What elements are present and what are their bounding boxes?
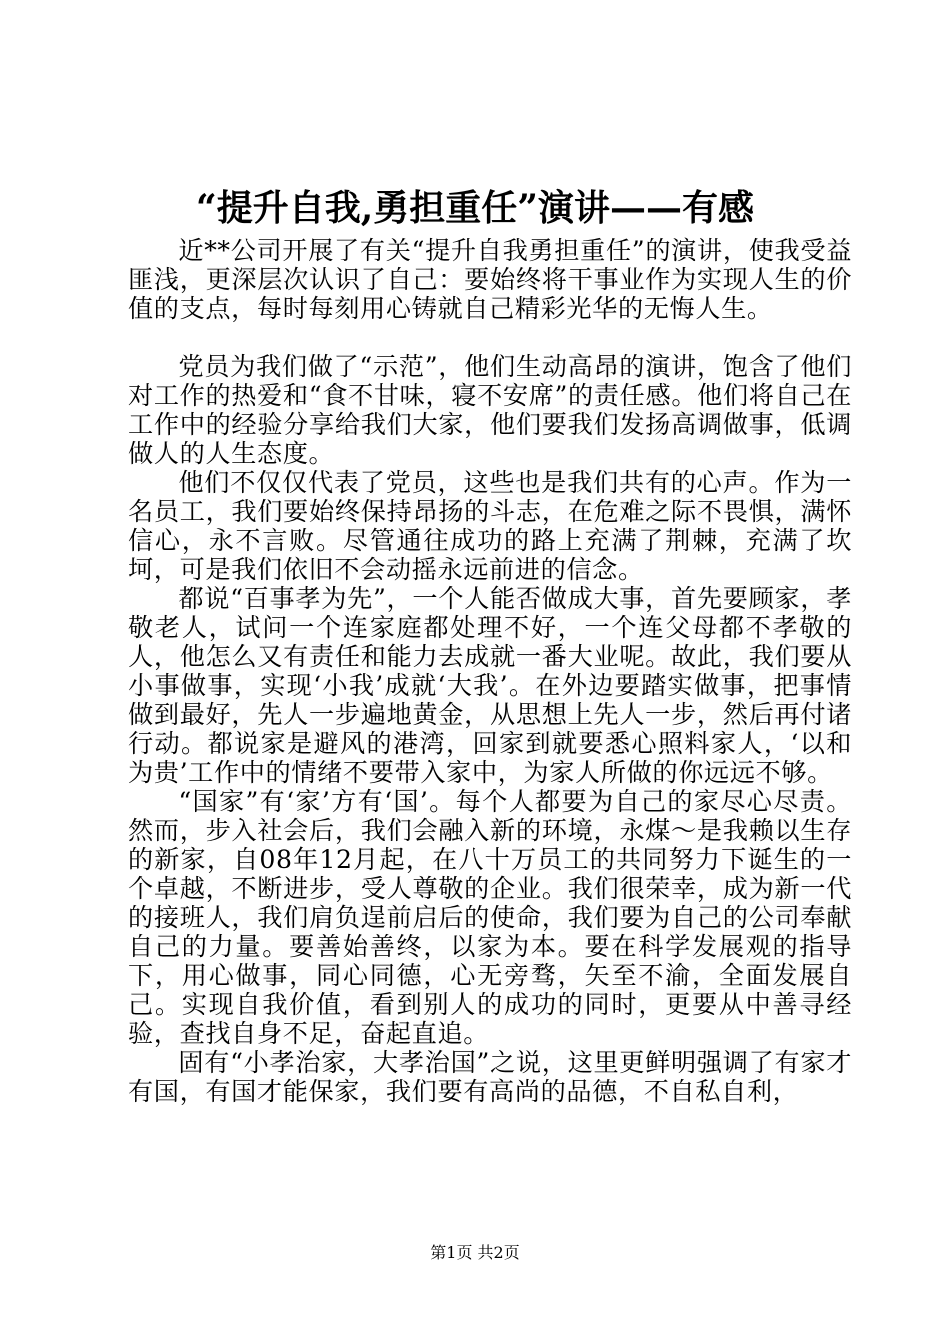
paragraph-2: 党员为我们做了“示范”，他们生动高昂的演讲，饱含了他们对工作的热爱和“食不甘味，寝不安席”的责任感。他们将自己在工作中的经验分享给我们大家，他们要我们发扬高调做事，低调做人的人生态度。 (128, 352, 852, 468)
page-number-footer: 第1页 共2页 (430, 1243, 520, 1262)
paragraph-5: “国家”有‘家’方有‘国’。每个人都要为自己的家尽心尽责。然而，步入社会后，我们会融入新的环境，永煤～是我赖以生存的新家，自08年12月起，在八十万员工的共同努力下诞生的一个卓越，不断进步，受人尊敬的企业。我们很荣幸，成为新一代的接班人，我们肩负逞前启后的使命，我们要为自己的公司奉献自己的力量。要善始善终，以家为本。要在科学发展观的指导下，用心做事，同心同德，心无旁骛，矢至不渝，全面发展自己。实现自我价值，看到别人的成功的同时，更要从中善寻经验，查找自身不足，奋起直追。 (128, 787, 852, 1048)
document-body (128, 236, 852, 1106)
paragraph-3: 他们不仅仅代表了党员，这些也是我们共有的心声。作为一名员工，我们要始终保持昂扬的斗志，在危难之际不畏惧，满怀信心，永不言败。尽管通往成功的路上充满了荆棘，充满了坎坷，可是我们依旧不会动摇永远前进的信念。 (128, 468, 852, 584)
paragraph-4: 都说“百事孝为先”，一个人能否做成大事，首先要顾家，孝敬老人，试问一个连家庭都处理不好，一个连父母都不孝敬的人，他怎么又有责任和能力去成就一番大业呢。故此，我们要从小事做事，实现‘小我’成就‘大我’。在外边要踏实做事，把事情做到最好，先人一步遍地黄金，从思想上先人一步，然后再付诸行动。都说家是避风的港湾，回家到就要悉心照料家人，‘以和为贵’工作中的情绪不要带入家中，为家人所做的你远远不够。 (128, 584, 852, 787)
document-title: “提升自我,勇担重任”演讲——有感 (196, 187, 754, 229)
paragraph-6: 固有“小孝治家，大孝治国”之说，这里更鲜明强调了有家才有国，有国才能保家，我们要有高尚的品德，不自私自利， (128, 1048, 852, 1106)
paragraph-1: 近**公司开展了有关“提升自我勇担重任”的演讲，使我受益匪浅，更深层次认识了自己：要始终将干事业作为实现人生的价值的支点，每时每刻用心铸就自己精彩光华的无悔人生。 (128, 236, 852, 323)
